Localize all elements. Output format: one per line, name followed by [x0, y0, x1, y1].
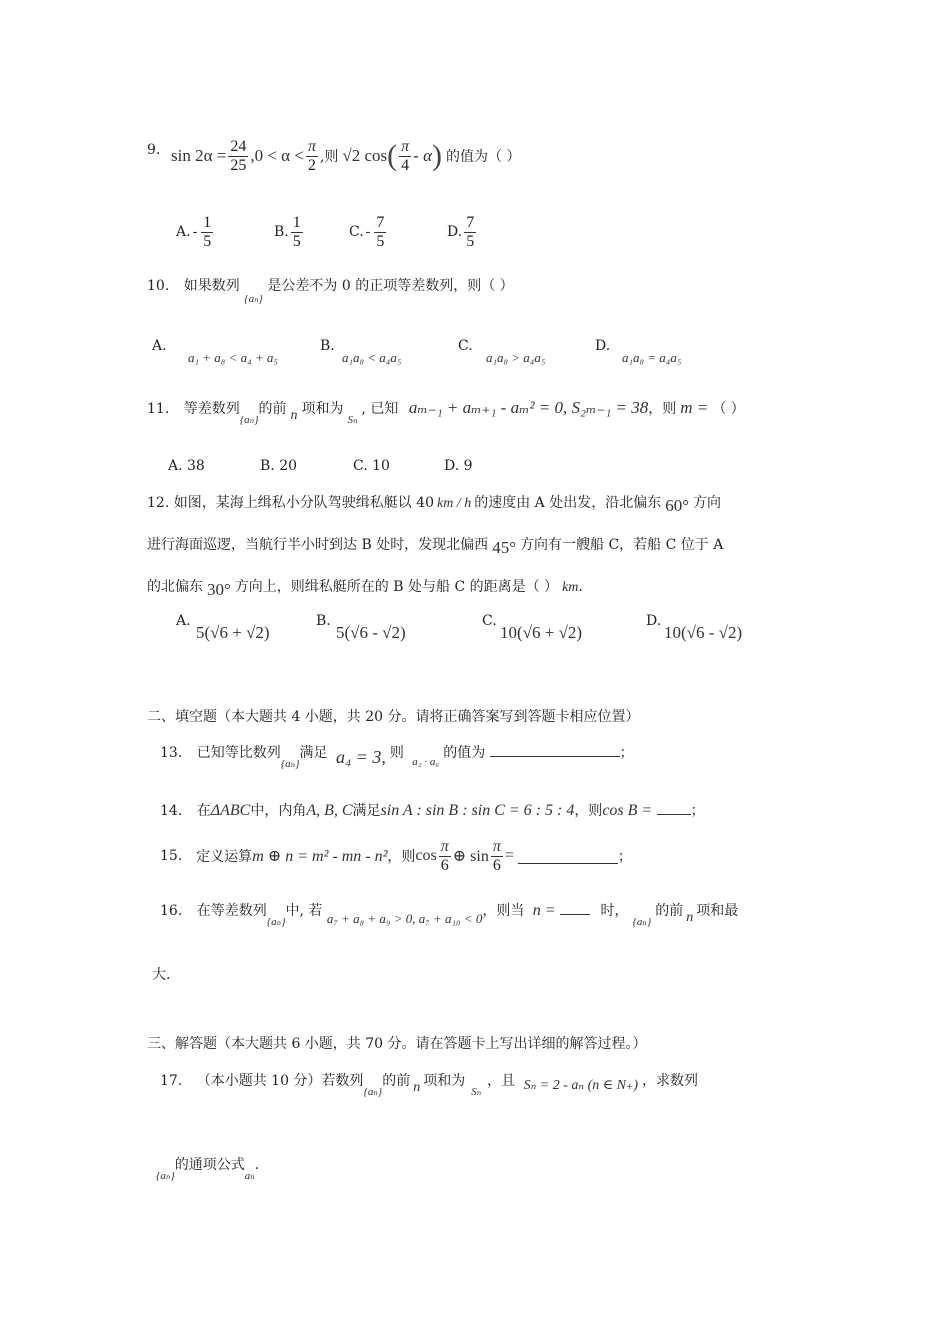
q12-options: A. 5(√6 + √2) B. 5(√6 - √2) C. 10(√6 + √2) D. 10(√6 - √2)	[176, 613, 743, 642]
question-17-line2: $_{\{a_n\}}$的通项公式$_{a_n}$.	[156, 1157, 260, 1182]
option-b: B. $\frac{1}{5}$	[274, 214, 301, 250]
option-c: C. - $\frac{7}{5}$	[349, 214, 385, 250]
condition-expression: aₘ₋₁ + aₘ₊₁ - aₘ² = 0, S₂ₘ₋₁ = 38	[408, 398, 649, 417]
question-number: 9.	[147, 142, 161, 158]
section-answer-heading: 三、解答题（本大题共 6 小题，共 70 分。请在答题卡上写出详细的解答过程。）	[147, 1036, 647, 1052]
answer-blank[interactable]	[560, 900, 590, 915]
fraction-24-25: $\frac{24}{25}$	[230, 138, 247, 174]
sin-expression: sin 2α =	[171, 146, 227, 166]
question-13: 13. 已知等比数列$_{\{a_n\}}$满足 a₄ = 3, 则 $_{a_2 \cdot a_6}$的值为 ；	[160, 741, 634, 762]
question-17: 17. （本小题共 10 分）若数列$_{\{a_n\}}$的前 n 项和为$_{S_n}$，且 Sₙ = 2 - aₙ (n ∈ N₊) ，求数列	[160, 1073, 698, 1098]
question-12-line3: 的北偏东 30° 方向上，则缉私艇所在的 B 处与船 C 的距离是（ ） km.	[147, 579, 583, 599]
answer-blank[interactable]	[518, 849, 618, 864]
option-a: A. - $\frac{1}{5}$	[176, 214, 212, 250]
fraction-pi-4: $\frac{\pi}{4}$	[401, 138, 410, 174]
question-16-line2: 大.	[152, 967, 171, 983]
question-12-line1: 12. 如图，某海上缉私小分队驾驶缉私艇以 40 km / h 的速度由 A 处出发，沿北偏东 60° 方向	[147, 495, 722, 515]
answer-blank[interactable]	[657, 800, 691, 815]
minus-alpha: - α	[413, 146, 433, 166]
answer-blank[interactable]	[490, 742, 620, 757]
question-16: 16. 在等差数列$_{\{a_n\}}$中, 若 a₇ + a₈ + a₉ > 0, a₇ + a₁₀ < 0，则当 n = 时，$_{\{a_n\}}$的前 n 项和最	[160, 902, 739, 928]
question-tail: 的值为（ ）	[446, 149, 521, 166]
section-fill-in-heading: 二、填空题（本大题共 4 小题，共 20 分。请将正确答案写到答题卡相应位置）	[147, 709, 640, 725]
question-14: 14. 在ΔABC中，内角A, B, C满足sin A : sin B : sin C = 6 : 5 : 4，则cos B = ；	[160, 802, 705, 819]
range-expression: ,0 < α <	[250, 146, 304, 166]
root-cos: √2 cos	[342, 146, 388, 166]
fraction-pi-2: $\frac{\pi}{2}$	[307, 138, 316, 174]
then-text: ,则	[319, 149, 339, 166]
question-number: 10.	[147, 278, 170, 294]
sequence-symbol: {aₙ}	[244, 293, 263, 305]
q10-options: A. a₁ + a₈ < a₄ + a₅ B. a₁a₈ < a₄a₅ C. a₁a₈ > a₄a₅ D. a₁a₈ = a₄a₅	[152, 338, 682, 365]
question-15: 15. 定义运算 m ⊕ n = m² - mn - n² ，则 cos $\frac{\pi}{6}$ ⊕ sin $\frac{\pi}{6}$ = ；	[160, 838, 632, 874]
question-10: 10. 如果数列 $_{\{a_n\}}$ 是公差不为 0 的正项等差数列，则（ ）	[147, 278, 514, 305]
option-d: D. $\frac{7}{5}$	[447, 214, 475, 250]
question-11: 11. 等差数列$_{\{a_n\}}$的前 n 项和为$_{S_n}$, 已知 aₘ₋₁ + aₘ₊₁ - aₘ² = 0, S₂ₘ₋₁ = 38，则 m = （ ）	[147, 398, 745, 426]
question-12-line2: 进行海面巡逻，当航行半小时到达 B 处时，发现北偏西 45° 方向有一艘船 C，若船 C 位于 A	[147, 537, 724, 557]
